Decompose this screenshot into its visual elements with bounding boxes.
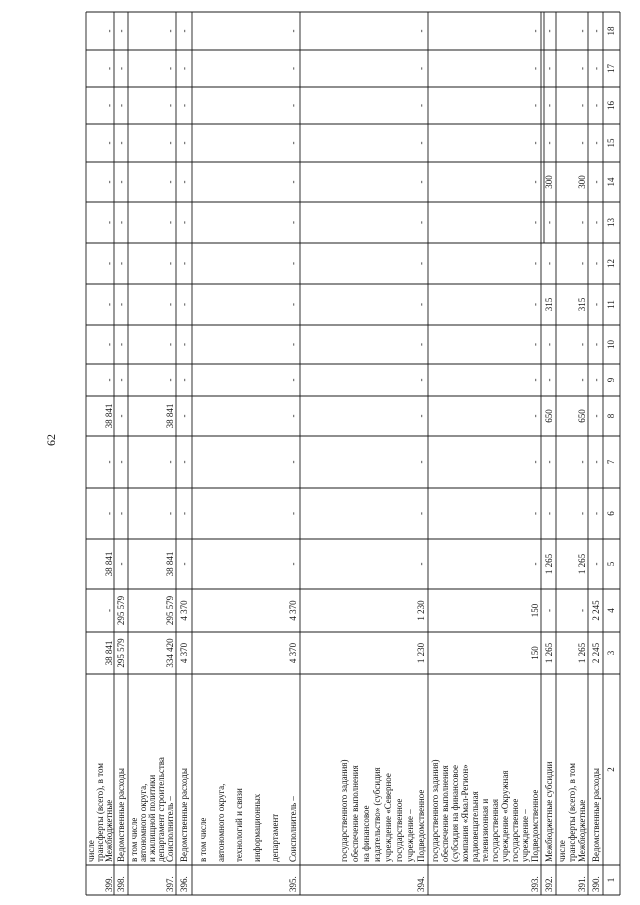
value-cell: - xyxy=(591,67,601,70)
value-cell: - xyxy=(288,460,298,464)
row-name-line: издательство» (субсидия xyxy=(372,767,382,862)
value-cell: - xyxy=(544,67,554,70)
value-cell: - xyxy=(116,141,126,145)
row-name-line: учреждение – xyxy=(520,809,530,862)
value-cell: - xyxy=(179,262,189,265)
row-name-line: Ведомственные расходы xyxy=(116,768,126,862)
value-cell: 315 xyxy=(544,297,554,312)
value-cell: 4 370 xyxy=(179,642,189,664)
value-cell: - xyxy=(288,180,298,184)
column-number-header: 17 xyxy=(606,64,616,73)
value-cell: - xyxy=(288,562,298,566)
column-number-header: 7 xyxy=(606,459,616,465)
row-name-line: в том числе xyxy=(198,817,208,862)
value-cell: - xyxy=(116,29,126,33)
value-cell: - xyxy=(544,378,554,382)
value-cell: - xyxy=(116,262,126,265)
value-cell: - xyxy=(104,29,114,33)
column-number-header: 10 xyxy=(606,340,616,349)
value-cell: - xyxy=(416,221,426,224)
value-cell: - xyxy=(530,343,540,346)
value-cell: - xyxy=(416,460,426,464)
value-cell: - xyxy=(544,343,554,346)
value-cell: - xyxy=(416,29,426,33)
value-cell: 38 841 xyxy=(165,551,175,577)
row-number: 396. xyxy=(179,876,189,892)
value-cell: - xyxy=(179,29,189,33)
column-number-header: 11 xyxy=(606,300,616,309)
value-cell: - xyxy=(416,343,426,346)
value-cell: - xyxy=(591,562,601,566)
value-cell: - xyxy=(179,414,189,418)
row-name-line: Подведомственное xyxy=(530,789,540,862)
column-number-header: 14 xyxy=(606,177,616,187)
value-cell: - xyxy=(165,512,175,515)
value-cell: - xyxy=(544,141,554,145)
value-cell: 300 xyxy=(577,175,587,189)
value-cell: - xyxy=(544,104,554,107)
value-cell: - xyxy=(530,414,540,418)
value-cell: - xyxy=(116,512,126,515)
value-cell: - xyxy=(577,512,587,515)
value-cell: - xyxy=(104,141,114,145)
value-cell: - xyxy=(416,141,426,145)
value-cell: - xyxy=(104,67,114,70)
value-cell: - xyxy=(116,343,126,346)
row-number: 393. xyxy=(530,876,540,892)
value-cell: - xyxy=(416,262,426,265)
value-cell: 4 370 xyxy=(288,642,298,664)
value-cell: - xyxy=(577,460,587,464)
value-cell: - xyxy=(288,29,298,33)
value-cell: - xyxy=(577,343,587,346)
value-cell: - xyxy=(591,303,601,306)
row-name-line: числе xyxy=(86,840,96,862)
value-cell: - xyxy=(288,303,298,306)
value-cell: - xyxy=(104,460,114,464)
row-name-line: Ведомственные расходы xyxy=(591,768,601,862)
value-cell: - xyxy=(165,303,175,306)
value-cell: - xyxy=(104,262,114,265)
row-name-line: учреждение – xyxy=(405,809,415,862)
column-number-header: 1 xyxy=(606,877,616,883)
row-name-line: информационных xyxy=(252,793,262,862)
value-cell: 1 230 xyxy=(416,600,426,621)
value-cell: 295 579 xyxy=(116,638,126,668)
value-cell: - xyxy=(530,141,540,145)
row-name-line: департамент строительства xyxy=(156,757,166,862)
value-cell: 1 265 xyxy=(544,553,554,575)
value-cell: 300 xyxy=(544,175,554,189)
value-cell: 315 xyxy=(577,297,587,312)
value-cell: - xyxy=(530,29,540,33)
row-name-line: на финансовое xyxy=(361,805,371,862)
row-number: 395. xyxy=(288,876,298,892)
value-cell: - xyxy=(416,67,426,70)
row-name-line: в том числе xyxy=(129,817,139,862)
value-cell: - xyxy=(591,343,601,346)
column-number-header: 13 xyxy=(606,218,616,227)
value-cell: - xyxy=(591,29,601,33)
value-cell: 295 579 xyxy=(116,595,126,626)
value-cell: - xyxy=(544,609,554,612)
value-cell: - xyxy=(530,104,540,107)
row-name-line: Межбюджетные xyxy=(104,799,114,862)
value-cell: - xyxy=(544,512,554,515)
row-name-line: государственного задания) xyxy=(339,759,349,862)
row-number: 391. xyxy=(577,876,587,892)
value-cell: - xyxy=(577,104,587,107)
value-cell: 1 230 xyxy=(416,642,426,664)
value-cell: - xyxy=(165,104,175,107)
row-name-line: трансферты (всего), в том xyxy=(567,763,577,862)
value-cell: - xyxy=(165,262,175,265)
value-cell: - xyxy=(165,378,175,382)
value-cell: - xyxy=(288,104,298,107)
value-cell: - xyxy=(288,378,298,382)
value-cell: - xyxy=(104,303,114,306)
value-cell: - xyxy=(179,512,189,515)
value-cell: - xyxy=(591,221,601,224)
value-cell: 1 265 xyxy=(544,642,554,664)
value-cell: - xyxy=(165,141,175,145)
value-cell: - xyxy=(577,67,587,70)
value-cell: - xyxy=(544,460,554,464)
value-cell: - xyxy=(577,609,587,612)
value-cell: - xyxy=(530,180,540,184)
value-cell: - xyxy=(179,104,189,107)
row-name-line: и жилищной политики xyxy=(147,774,157,862)
row-name-line: автономного округа, xyxy=(138,783,148,862)
value-cell: - xyxy=(116,104,126,107)
row-name-line: государственное xyxy=(394,798,404,862)
row-name-line: обеспечение выполнения xyxy=(350,765,360,862)
value-cell: - xyxy=(288,343,298,346)
value-cell: - xyxy=(104,378,114,382)
value-cell: - xyxy=(591,180,601,184)
row-name-line: компания «Ямал-Регион» xyxy=(460,764,470,862)
value-cell: - xyxy=(416,414,426,418)
value-cell: 150 xyxy=(530,646,540,660)
value-cell: 38 841 xyxy=(104,403,114,429)
row-number: 397. xyxy=(165,876,175,892)
column-number-header: 16 xyxy=(606,101,616,110)
row-name-line: Ведомственные расходы xyxy=(179,768,189,862)
value-cell: - xyxy=(179,141,189,145)
row-name-line: Подведомственное xyxy=(416,789,426,862)
value-cell: - xyxy=(416,303,426,306)
value-cell: 4 370 xyxy=(179,600,189,621)
row-number: 398. xyxy=(116,876,126,892)
value-cell: - xyxy=(116,67,126,70)
row-name-line: Соисполнитель – xyxy=(288,796,298,862)
value-cell: - xyxy=(577,378,587,382)
value-cell: - xyxy=(116,460,126,464)
value-cell: - xyxy=(165,67,175,70)
value-cell: - xyxy=(591,104,601,107)
row-name-line: обеспечение выполнения xyxy=(440,765,450,862)
value-cell: - xyxy=(530,67,540,70)
value-cell: 650 xyxy=(577,409,587,423)
row-name-line: Межбюджетные субсидии xyxy=(544,761,554,862)
value-cell: - xyxy=(288,221,298,224)
value-cell: 38 841 xyxy=(104,551,114,577)
value-cell: - xyxy=(179,221,189,224)
value-cell: - xyxy=(104,221,114,224)
value-cell: - xyxy=(530,460,540,464)
value-cell: - xyxy=(116,378,126,382)
value-cell: - xyxy=(288,262,298,265)
value-cell: - xyxy=(591,414,601,418)
column-number-header: 4 xyxy=(606,608,616,613)
value-cell: - xyxy=(577,141,587,145)
row-name-line: государственная xyxy=(490,799,500,862)
row-name-line: (субсидия на финансовое xyxy=(450,764,460,862)
value-cell: 2 245 xyxy=(591,642,601,664)
row-name-line: Соисполнитель – xyxy=(165,796,175,862)
value-cell: 1 265 xyxy=(577,642,587,664)
value-cell: 4 370 xyxy=(288,600,298,621)
value-cell: - xyxy=(179,460,189,464)
value-cell: - xyxy=(179,378,189,382)
value-cell: - xyxy=(288,67,298,70)
value-cell: 650 xyxy=(544,409,554,423)
value-cell: - xyxy=(116,414,126,418)
row-name-line: технологий и связи xyxy=(234,788,244,862)
value-cell: - xyxy=(544,262,554,265)
value-cell: 334 420 xyxy=(165,638,175,668)
value-cell: - xyxy=(165,180,175,184)
value-cell: - xyxy=(416,512,426,515)
column-number-header: 8 xyxy=(606,413,616,419)
value-cell: - xyxy=(591,141,601,145)
column-number-header: 12 xyxy=(606,259,616,268)
row-name-line: департамент xyxy=(270,813,280,862)
value-cell: - xyxy=(530,303,540,306)
value-cell: - xyxy=(179,67,189,70)
value-cell: - xyxy=(116,221,126,224)
value-cell: 295 579 xyxy=(165,595,175,626)
value-cell: - xyxy=(530,221,540,224)
value-cell: - xyxy=(577,262,587,265)
row-number: 392. xyxy=(544,876,554,892)
value-cell: - xyxy=(179,180,189,184)
value-cell: - xyxy=(591,378,601,382)
value-cell: - xyxy=(416,562,426,566)
column-number-header: 15 xyxy=(606,138,616,148)
value-cell: - xyxy=(104,609,114,612)
row-name-line: учреждение «Северное xyxy=(383,773,393,862)
row-number: 399. xyxy=(104,876,114,892)
value-cell: - xyxy=(416,180,426,184)
value-cell: - xyxy=(544,29,554,33)
row-name-line: числе xyxy=(557,840,567,862)
row-name-line: радиовещательная xyxy=(470,791,480,862)
value-cell: - xyxy=(116,303,126,306)
value-cell: - xyxy=(104,180,114,184)
value-cell: - xyxy=(179,303,189,306)
column-number-header: 5 xyxy=(606,561,616,567)
value-cell: - xyxy=(179,562,189,566)
row-name-line: учреждение «Окружная xyxy=(500,770,510,862)
value-cell: - xyxy=(116,562,126,566)
value-cell: - xyxy=(416,104,426,107)
value-cell: - xyxy=(104,512,114,515)
value-cell: - xyxy=(104,104,114,107)
value-cell: 38 841 xyxy=(165,403,175,429)
row-name-line: Межбюджетные xyxy=(577,799,587,862)
value-cell: - xyxy=(116,180,126,184)
value-cell: - xyxy=(165,460,175,464)
value-cell: - xyxy=(288,512,298,515)
value-cell: - xyxy=(577,29,587,33)
value-cell: - xyxy=(165,221,175,224)
page-number: 62 xyxy=(44,434,58,446)
column-number-header: 9 xyxy=(606,377,616,383)
value-cell: - xyxy=(288,414,298,418)
row-number: 390. xyxy=(591,876,601,892)
value-cell: - xyxy=(530,262,540,265)
value-cell: - xyxy=(544,221,554,224)
value-cell: 2 245 xyxy=(591,600,601,621)
row-name-line: трансферты (всего), в том xyxy=(95,763,105,862)
value-cell: - xyxy=(577,221,587,224)
value-cell: - xyxy=(165,29,175,33)
value-cell: - xyxy=(591,512,601,515)
value-cell: - xyxy=(530,562,540,566)
value-cell: - xyxy=(104,343,114,346)
column-number-header: 18 xyxy=(606,26,616,36)
value-cell: - xyxy=(530,512,540,515)
value-cell: 38 841 xyxy=(104,640,114,666)
row-name-line: государственное xyxy=(510,798,520,862)
column-number-header: 2 xyxy=(606,767,616,772)
value-cell: 150 xyxy=(530,603,540,618)
row-name-line: государственного задания) xyxy=(430,759,440,862)
value-cell: - xyxy=(165,343,175,346)
value-cell: - xyxy=(416,378,426,382)
value-cell: - xyxy=(530,378,540,382)
column-number-header: 3 xyxy=(606,650,616,656)
row-number: 394. xyxy=(416,876,426,892)
column-number-header: 6 xyxy=(606,511,616,516)
value-cell: - xyxy=(591,262,601,265)
value-cell: 1 265 xyxy=(577,553,587,575)
row-name-line: телевизионная и xyxy=(480,798,490,862)
value-cell: - xyxy=(591,460,601,464)
value-cell: - xyxy=(179,343,189,346)
value-cell: - xyxy=(288,141,298,145)
row-name-line: автономного округа, xyxy=(216,783,226,862)
